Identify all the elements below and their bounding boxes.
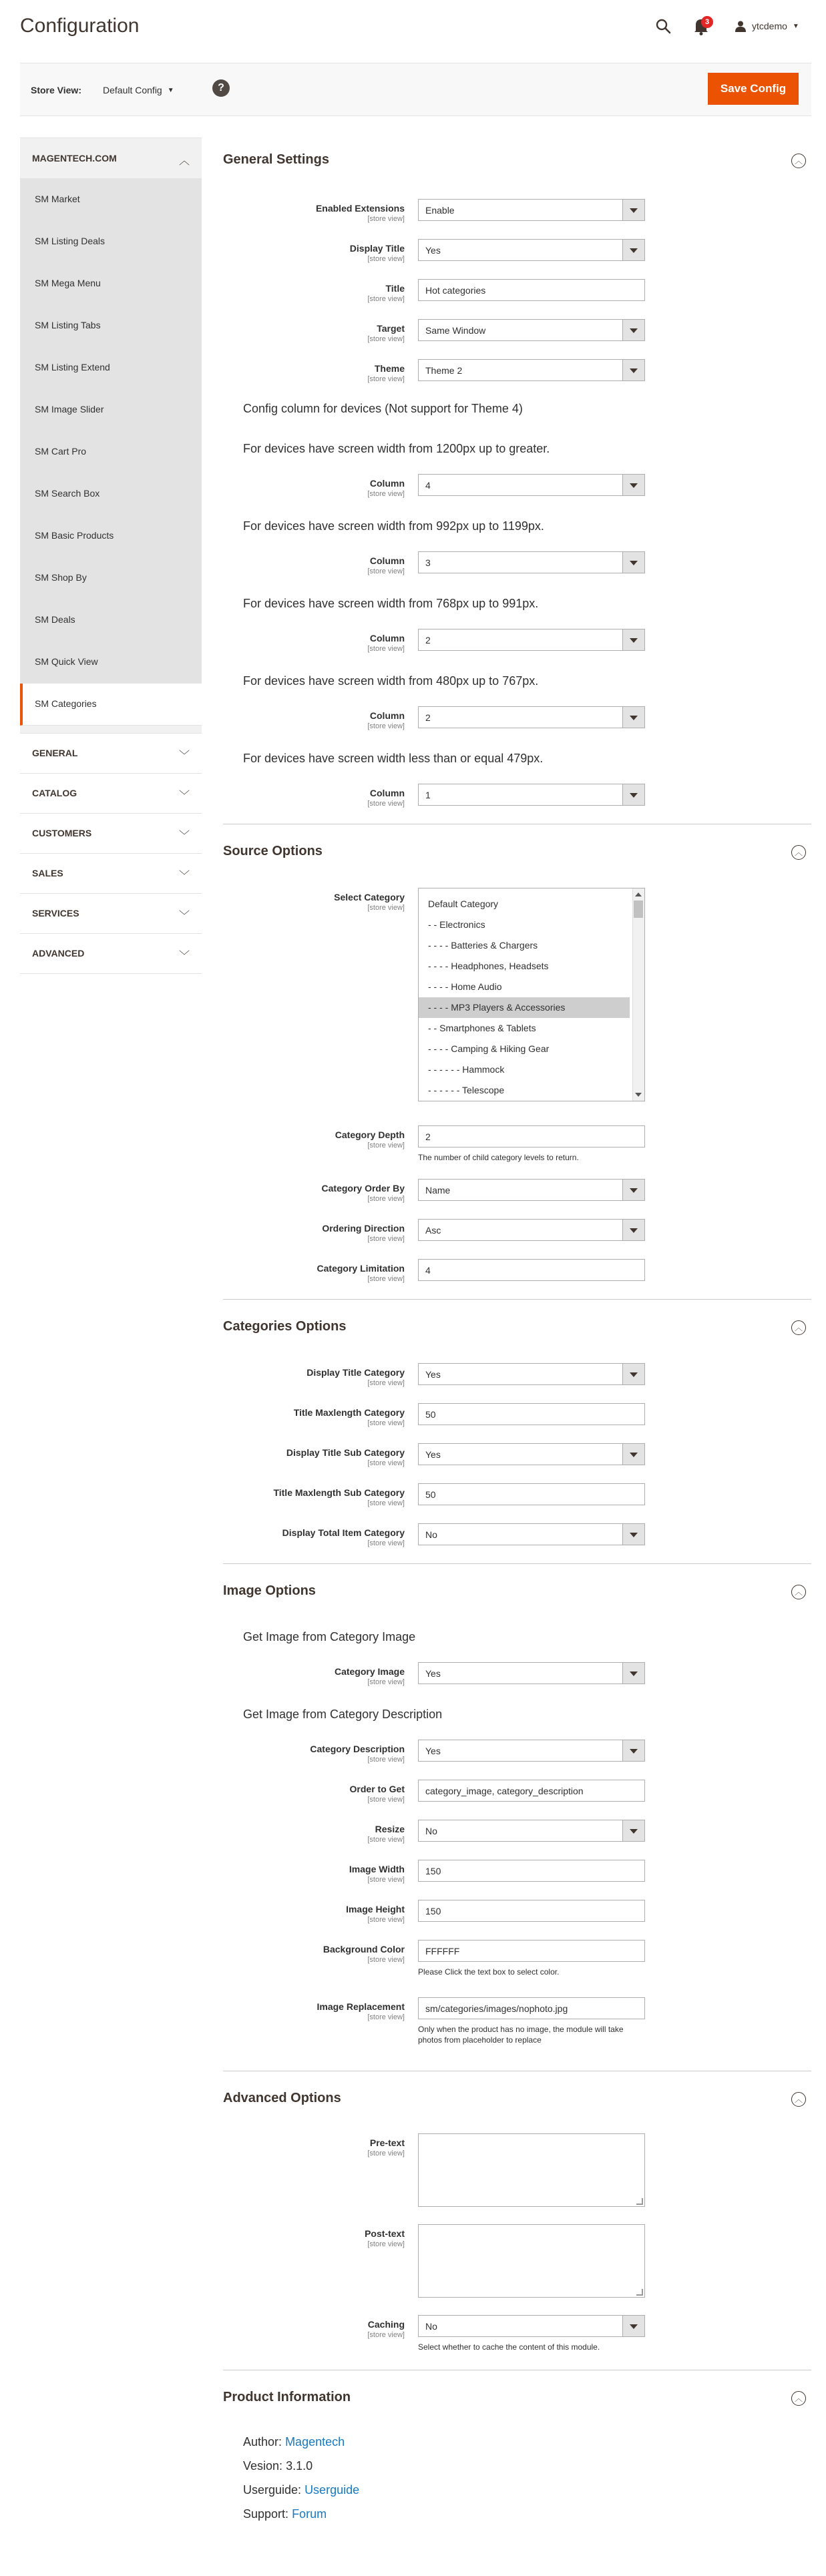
sidebar-section-label: SERVICES	[32, 908, 79, 919]
scrollbar-thumb[interactable]	[634, 900, 643, 918]
sidebar-item-label: SM Market	[35, 194, 80, 204]
row-display-title	[223, 239, 811, 266]
input-value: 2	[425, 1131, 431, 1142]
column-select-1200[interactable]	[418, 474, 645, 496]
input-value: 150	[425, 1866, 441, 1876]
sidebar-item-sm-search-box[interactable]	[20, 473, 202, 515]
scope-label: [store view]	[367, 335, 405, 343]
category-option[interactable]: - - - - - - Hammock	[428, 1064, 505, 1075]
section-title: Categories Options	[223, 1319, 347, 1334]
section-divider	[223, 1563, 811, 1564]
field-label: Category Description	[310, 1744, 405, 1754]
sidebar-section-advanced[interactable]	[20, 934, 202, 974]
field-label: Column	[369, 555, 405, 566]
scope-label: [store view]	[367, 1876, 405, 1884]
arrow-down-icon	[630, 2324, 638, 2329]
field-label: Enabled Extensions	[315, 203, 405, 214]
collapse-icon[interactable]: ︿	[791, 2391, 806, 2406]
row-column-768	[223, 629, 811, 656]
select-value: Enable	[425, 205, 455, 216]
section-general-settings[interactable]	[223, 138, 811, 175]
field-label: Title Maxlength Category	[293, 1407, 405, 1418]
support-link[interactable]: Forum	[292, 2507, 327, 2521]
sidebar-item-label: SM Image Slider	[35, 404, 104, 415]
scope-label: [store view]	[367, 375, 405, 383]
arrow-down-icon	[630, 483, 638, 488]
arrow-down-icon	[630, 1372, 638, 1377]
user-name: ytcdemo	[752, 21, 787, 31]
version-label: Vesion:	[243, 2459, 283, 2473]
device-heading: For devices have screen width from 992px up to 1199px.	[243, 519, 544, 533]
sidebar-item-sm-deals[interactable]	[20, 599, 202, 641]
select-category-multiselect[interactable]	[418, 888, 645, 1101]
row-enabled-extensions	[223, 199, 811, 226]
sidebar-section-catalog[interactable]	[20, 774, 202, 814]
arrow-down-icon	[630, 1188, 638, 1193]
sidebar-item-sm-market[interactable]	[20, 179, 202, 221]
sidebar-item-label: SM Basic Products	[35, 530, 114, 541]
scope-label: [store view]	[367, 1756, 405, 1764]
select-value: 4	[425, 480, 431, 491]
sidebar-item-label: SM Search Box	[35, 488, 100, 499]
notification-badge: 3	[701, 16, 713, 28]
author-line	[243, 2435, 345, 2449]
row-column-479	[223, 784, 811, 810]
sidebar-item-label: SM Listing Deals	[35, 236, 106, 246]
row-category-depth	[223, 1125, 811, 1152]
field-label: Title Maxlength Sub Category	[273, 1487, 405, 1498]
scope-label: [store view]	[367, 1275, 405, 1283]
multiselect-scrollbar[interactable]	[632, 888, 644, 1101]
scroll-down-icon[interactable]	[635, 1093, 642, 1097]
field-label: Target	[377, 323, 405, 334]
category-option[interactable]: Default Category	[428, 898, 499, 909]
category-order-by-select[interactable]	[418, 1179, 645, 1201]
chevron-down-icon: ﹀	[178, 750, 190, 762]
search-icon[interactable]	[654, 17, 672, 35]
row-caching	[223, 2315, 811, 2342]
chevron-down-icon: ﹀	[178, 870, 190, 882]
device-heading: For devices have screen width from 480px up to 767px.	[243, 674, 539, 688]
image-replacement-note: Only when the product has no image, the module will take photos from placeholder to replace	[418, 2025, 624, 2045]
category-option[interactable]: - - - - Batteries & Chargers	[428, 940, 538, 951]
select-value: 1	[425, 790, 431, 800]
sidebar-group-title: MAGENTECH.COM	[32, 153, 117, 164]
author-link[interactable]: Magentech	[285, 2435, 345, 2449]
scope-label: [store view]	[367, 255, 405, 263]
post-text-textarea[interactable]	[418, 2224, 645, 2298]
scope-label: [store view]	[367, 1836, 405, 1844]
row-order-to-get	[223, 1780, 811, 1806]
row-display-title-category	[223, 1363, 811, 1390]
scope-label: [store view]	[367, 722, 405, 730]
support-line	[243, 2507, 327, 2521]
sidebar-item-label: SM Deals	[35, 614, 75, 625]
scope-label: [store view]	[367, 2149, 405, 2157]
row-category-description	[223, 1740, 811, 1766]
store-view-selected: Default Config	[103, 85, 162, 95]
field-label: Image Height	[346, 1904, 405, 1914]
sidebar-section-label: SALES	[32, 868, 63, 878]
order-to-get-input[interactable]	[418, 1780, 645, 1802]
sidebar-item-sm-listing-extend[interactable]	[20, 347, 202, 389]
column-select-992[interactable]	[418, 551, 645, 573]
sidebar-item-sm-shop-by[interactable]	[20, 557, 202, 599]
sidebar-item-label: SM Shop By	[35, 572, 87, 583]
image-from-category-heading: Get Image from Category Image	[243, 1630, 416, 1643]
arrow-down-icon	[630, 638, 638, 643]
section-title: Source Options	[223, 844, 323, 858]
category-option[interactable]: - - Smartphones & Tablets	[428, 1023, 536, 1033]
field-label: Category Depth	[335, 1129, 405, 1140]
section-title: Advanced Options	[223, 2091, 341, 2105]
arrow-down-icon	[630, 248, 638, 253]
title-maxlength-category-input[interactable]	[418, 1403, 645, 1425]
field-label: Theme	[374, 363, 405, 374]
chevron-up-icon: ︿	[178, 156, 190, 167]
field-label: Ordering Direction	[322, 1223, 405, 1234]
section-title: Product Information	[223, 2390, 351, 2404]
device-heading: For devices have screen width from 768px up to 991px.	[243, 597, 539, 610]
config-sidebar	[20, 138, 202, 974]
field-label: Category Image	[334, 1666, 405, 1677]
field-label: Column	[369, 710, 405, 721]
select-value: No	[425, 1826, 437, 1836]
version-line	[243, 2459, 313, 2473]
scope-label: [store view]	[367, 1459, 405, 1467]
resize-grip-icon[interactable]	[636, 2198, 643, 2205]
arrow-down-icon	[630, 716, 638, 720]
caching-note: Select whether to cache the content of this module.	[418, 2342, 600, 2352]
collapse-icon[interactable]: ︿	[791, 845, 806, 860]
column-select-768[interactable]	[418, 629, 645, 651]
scope-label: [store view]	[367, 567, 405, 575]
image-height-input[interactable]	[418, 1900, 645, 1922]
field-label: Post-text	[365, 2228, 405, 2239]
sidebar-section-label: CUSTOMERS	[32, 828, 92, 838]
category-depth-note: The number of child category levels to return.	[418, 1153, 579, 1162]
scope-label: [store view]	[367, 2240, 405, 2248]
collapse-icon[interactable]: ︿	[791, 2092, 806, 2107]
field-label: Image Width	[349, 1864, 405, 1874]
select-value: 2	[425, 712, 431, 723]
field-label: Category Limitation	[317, 1263, 405, 1274]
sidebar-section-label: CATALOG	[32, 788, 77, 798]
title-input[interactable]	[418, 279, 645, 301]
field-label: Caching	[367, 2319, 405, 2330]
row-display-total-item-category	[223, 1523, 811, 1550]
field-label: Display Title Category	[306, 1367, 405, 1378]
row-display-title-sub-category	[223, 1443, 811, 1470]
field-label: Select Category	[334, 892, 405, 903]
scope-label: [store view]	[367, 1678, 405, 1686]
field-label: Display Title Sub Category	[286, 1447, 405, 1458]
section-image-options[interactable]	[223, 1569, 811, 1606]
store-view-switcher[interactable]	[103, 85, 174, 95]
arrow-down-icon	[630, 1533, 638, 1537]
sidebar-section-customers[interactable]	[20, 814, 202, 854]
caret-down-icon: ▼	[792, 22, 799, 30]
caret-down-icon: ▼	[167, 86, 174, 94]
scope-label: [store view]	[367, 1419, 405, 1427]
row-column-480	[223, 706, 811, 733]
field-label: Column	[369, 788, 405, 798]
category-description-select[interactable]	[418, 1740, 645, 1762]
sidebar-section-sales[interactable]	[20, 854, 202, 894]
scope-label: [store view]	[367, 215, 405, 223]
row-theme	[223, 359, 811, 386]
scope-label: [store view]	[367, 1956, 405, 1964]
category-option-selected[interactable]: - - - - MP3 Players & Accessories	[419, 997, 630, 1018]
sidebar-group-magentech[interactable]	[20, 138, 202, 179]
field-label: Image Replacement	[317, 2001, 405, 2012]
field-label: Order to Get	[349, 1784, 405, 1794]
author-label: Author:	[243, 2435, 282, 2449]
category-option[interactable]: - - - - Headphones, Headsets	[428, 961, 549, 971]
scope-label: [store view]	[367, 1235, 405, 1243]
arrow-down-icon	[630, 328, 638, 333]
scope-label: [store view]	[367, 1539, 405, 1547]
category-image-select[interactable]	[418, 1662, 645, 1684]
sidebar-item-label: SM Listing Extend	[35, 362, 110, 372]
row-ordering-direction	[223, 1219, 811, 1246]
sidebar-section-services[interactable]	[20, 894, 202, 934]
field-label: Title	[385, 283, 405, 294]
chevron-down-icon: ﹀	[178, 951, 190, 962]
select-value: 3	[425, 557, 431, 568]
resize-select[interactable]	[418, 1820, 645, 1842]
image-width-input[interactable]	[418, 1860, 645, 1882]
section-divider	[223, 1299, 811, 1300]
store-view-label: Store View:	[31, 85, 81, 95]
field-label: Display Title	[349, 243, 405, 254]
scope-label: [store view]	[367, 1141, 405, 1149]
section-title: Image Options	[223, 1583, 316, 1598]
sidebar-section-general[interactable]	[20, 734, 202, 774]
scope-label: [store view]	[367, 490, 405, 498]
section-source-options[interactable]	[223, 829, 811, 866]
row-target	[223, 319, 811, 346]
scope-label: [store view]	[367, 2331, 405, 2339]
select-value: Yes	[425, 1668, 441, 1679]
category-limitation-input[interactable]	[418, 1259, 645, 1281]
target-select[interactable]	[418, 319, 645, 341]
device-heading: For devices have screen width from 1200px up to greater.	[243, 442, 550, 455]
row-category-limitation	[223, 1259, 811, 1286]
scope-label: [store view]	[367, 2013, 405, 2021]
userguide-line	[243, 2483, 359, 2497]
arrow-down-icon	[630, 1829, 638, 1834]
select-value: Name	[425, 1185, 451, 1196]
version-value: 3.1.0	[286, 2459, 313, 2473]
input-value: 50	[425, 1409, 436, 1420]
caching-select[interactable]	[418, 2315, 645, 2337]
ordering-direction-select[interactable]	[418, 1219, 645, 1241]
scope-label: [store view]	[367, 295, 405, 303]
chevron-down-icon: ﹀	[178, 790, 190, 802]
sidebar-item-label: SM Quick View	[35, 656, 98, 667]
sidebar-item-sm-image-slider[interactable]	[20, 389, 202, 431]
user-menu[interactable]	[735, 19, 799, 33]
save-config-button[interactable]: Save Config	[708, 73, 799, 105]
collapse-icon[interactable]: ︿	[791, 1585, 806, 1599]
category-depth-input[interactable]	[418, 1125, 645, 1147]
sidebar-section-label: GENERAL	[32, 748, 78, 758]
user-icon	[735, 20, 747, 32]
scope-label: [store view]	[367, 1916, 405, 1924]
sidebar-item-label: SM Cart Pro	[35, 446, 87, 457]
select-value: Yes	[425, 1369, 441, 1380]
scope-label: [store view]	[367, 645, 405, 653]
page-header	[0, 0, 826, 59]
sidebar-item-sm-cart-pro[interactable]	[20, 431, 202, 473]
select-value: Yes	[425, 1746, 441, 1756]
image-replacement-input[interactable]	[418, 1997, 645, 2019]
section-advanced-options[interactable]	[223, 2076, 811, 2113]
pre-text-textarea[interactable]	[418, 2133, 645, 2207]
row-image-replacement	[223, 1997, 811, 2024]
sidebar-section-label: ADVANCED	[32, 948, 85, 959]
help-icon[interactable]: ?	[212, 79, 230, 97]
sidebar-item-sm-mega-menu[interactable]	[20, 263, 202, 305]
sidebar-item-sm-quick-view[interactable]	[20, 641, 202, 684]
input-value: sm/categories/images/nophoto.jpg	[425, 2003, 568, 2014]
scope-label: [store view]	[367, 1195, 405, 1203]
page-title: Configuration	[20, 15, 140, 37]
sidebar-item-sm-listing-deals[interactable]	[20, 221, 202, 263]
category-option[interactable]: - - Electronics	[428, 919, 485, 930]
row-resize	[223, 1820, 811, 1846]
sidebar-item-sm-categories[interactable]	[20, 684, 202, 726]
scope-label: [store view]	[367, 800, 405, 808]
display-title-category-select[interactable]	[418, 1363, 645, 1385]
select-value: 2	[425, 635, 431, 646]
category-option[interactable]: - - - - - - Telescope	[428, 1085, 505, 1095]
chevron-down-icon: ﹀	[178, 830, 190, 842]
title-maxlength-sub-category-input[interactable]	[418, 1483, 645, 1505]
theme-select[interactable]	[418, 359, 645, 381]
arrow-down-icon	[630, 208, 638, 213]
support-label: Support:	[243, 2507, 289, 2521]
background-color-input[interactable]	[418, 1940, 645, 1962]
category-option[interactable]: - - - - Camping & Hiking Gear	[428, 1043, 550, 1054]
row-background-color	[223, 1940, 811, 1967]
select-value: Asc	[425, 1225, 441, 1236]
field-label: Background Color	[323, 1944, 405, 1955]
field-label: Column	[369, 633, 405, 643]
input-value: 50	[425, 1489, 436, 1500]
field-label: Column	[369, 478, 405, 489]
row-column-1200	[223, 474, 811, 501]
select-value: Yes	[425, 1449, 441, 1460]
arrow-down-icon	[630, 368, 638, 373]
row-category-image	[223, 1662, 811, 1689]
field-label: Display Total Item Category	[282, 1527, 405, 1538]
select-value: Same Window	[425, 325, 486, 336]
field-label: Resize	[375, 1824, 405, 1834]
row-image-width	[223, 1860, 811, 1886]
section-product-information[interactable]	[223, 2375, 811, 2412]
sidebar-spacer	[20, 726, 202, 734]
select-value: No	[425, 1529, 437, 1540]
input-value: Hot categories	[425, 285, 486, 296]
select-value: Theme 2	[425, 365, 463, 376]
row-title-maxlength-category	[223, 1403, 811, 1430]
row-title-maxlength-sub-category	[223, 1483, 811, 1510]
scope-label: [store view]	[367, 1379, 405, 1387]
display-title-select[interactable]	[418, 239, 645, 261]
sidebar-item-label: SM Categories	[35, 698, 97, 709]
sidebar-item-label: SM Listing Tabs	[35, 320, 101, 330]
chevron-down-icon: ﹀	[178, 911, 190, 922]
collapse-icon[interactable]: ︿	[791, 1320, 806, 1335]
sidebar-items	[20, 179, 202, 726]
arrow-down-icon	[630, 561, 638, 565]
image-from-description-heading: Get Image from Category Description	[243, 1708, 443, 1721]
column-select-480[interactable]	[418, 706, 645, 728]
select-value: No	[425, 2321, 437, 2332]
row-image-height	[223, 1900, 811, 1926]
arrow-down-icon	[630, 793, 638, 798]
input-value: 4	[425, 1265, 431, 1276]
scope-label: [store view]	[367, 1796, 405, 1804]
input-value: FFFFFF	[425, 1946, 460, 1957]
enabled-extensions-select[interactable]	[418, 199, 645, 221]
arrow-down-icon	[630, 1453, 638, 1457]
sidebar-item-sm-basic-products[interactable]	[20, 515, 202, 557]
resize-grip-icon[interactable]	[636, 2289, 643, 2296]
userguide-link[interactable]: Userguide	[304, 2483, 360, 2497]
scope-label: [store view]	[367, 904, 405, 912]
section-categories-options[interactable]	[223, 1304, 811, 1342]
background-color-note: Please Click the text box to select color.	[418, 1967, 560, 1977]
display-total-item-category-select[interactable]	[418, 1523, 645, 1545]
field-label: Pre-text	[369, 2137, 405, 2148]
input-value: 150	[425, 1906, 441, 1916]
scope-label: [store view]	[367, 1499, 405, 1507]
store-view-bar	[20, 63, 811, 116]
section-title: General Settings	[223, 152, 329, 167]
row-column-992	[223, 551, 811, 578]
input-value: category_image, category_description	[425, 1786, 584, 1796]
display-title-sub-category-select[interactable]	[418, 1443, 645, 1465]
arrow-down-icon	[630, 1228, 638, 1233]
userguide-label: Userguide:	[243, 2483, 302, 2497]
collapse-icon[interactable]: ︿	[791, 154, 806, 168]
sidebar-item-label: SM Mega Menu	[35, 278, 101, 288]
row-category-order-by	[223, 1179, 811, 1206]
category-option[interactable]: - - - - Home Audio	[428, 981, 502, 992]
field-label: Category Order By	[321, 1183, 405, 1194]
arrow-down-icon	[630, 1749, 638, 1754]
scroll-up-icon[interactable]	[635, 892, 642, 896]
sidebar-item-sm-listing-tabs[interactable]	[20, 305, 202, 347]
device-heading: For devices have screen width less than or equal 479px.	[243, 752, 544, 765]
column-select-479[interactable]	[418, 784, 645, 806]
config-columns-note: Config column for devices (Not support for Theme 4)	[243, 402, 523, 415]
arrow-down-icon	[630, 1671, 638, 1676]
select-value: Yes	[425, 245, 441, 256]
row-title	[223, 279, 811, 306]
